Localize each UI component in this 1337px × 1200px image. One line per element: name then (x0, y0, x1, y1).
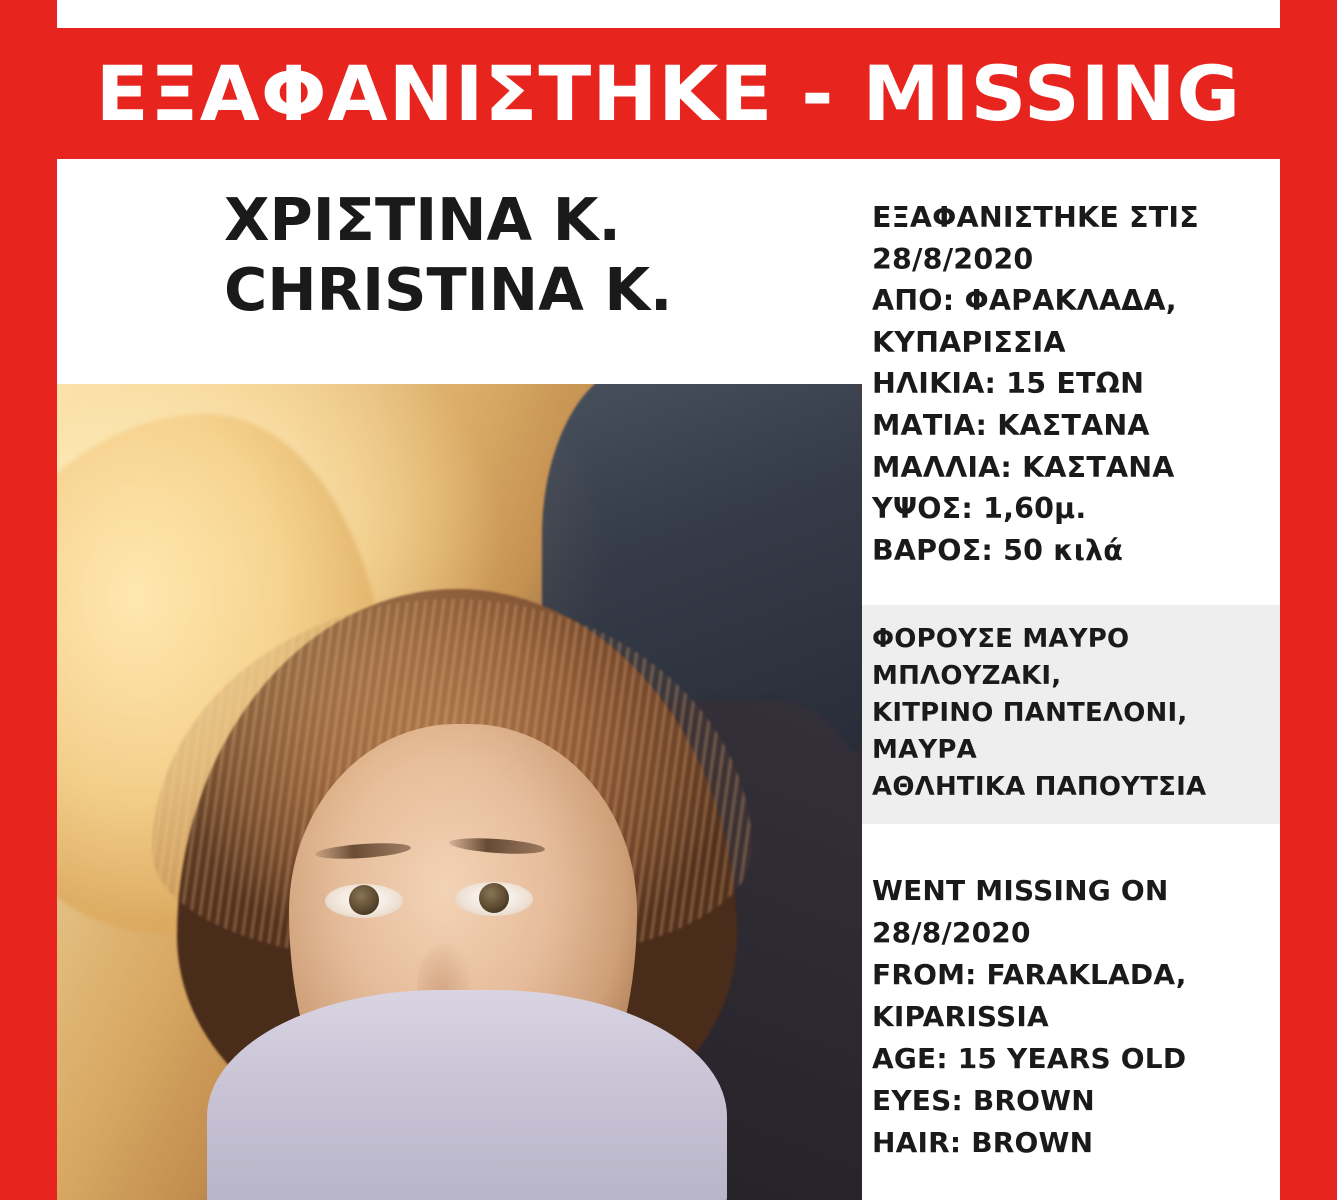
detail-line-greek: ΑΠΟ: ΦΑΡΑΚΛΑΔΑ, (872, 284, 1177, 318)
poster-frame-top (0, 0, 1337, 28)
details-english (862, 870, 1280, 1164)
photo-iris-left (349, 885, 379, 915)
photo-iris-right (479, 883, 509, 913)
clothing-line-greek: ΦΟΡΟΥΣΕ ΜΑΥΡΟ ΜΠΛΟΥΖΑΚΙ, (872, 624, 1130, 692)
banner-headline: ΕΞΑΦΑΝΙΣΤΗΚΕ - MISSING (95, 48, 1242, 138)
subject-name-greek: ΧΡΙΣΤΙΝΑ Κ. (224, 185, 621, 254)
subject-names (57, 159, 862, 384)
poster-right-column (862, 159, 1280, 1200)
photo-shirt (207, 990, 727, 1200)
detail-line-english: AGE: 15 YEARS OLD (872, 1042, 1187, 1076)
detail-line-english: WENT MISSING ON (872, 874, 1169, 908)
photo-eye-left (325, 884, 403, 918)
detail-line-english: KIPARISSIA (872, 1000, 1049, 1034)
details-greek (862, 159, 1280, 571)
poster-banner (57, 28, 1280, 159)
poster-content (57, 159, 1280, 1200)
clothing-description-greek (862, 605, 1280, 824)
subject-photo (57, 384, 862, 1200)
detail-line-english: 28/8/2020 (872, 916, 1031, 950)
clothing-line-greek: ΑΘΛΗΤΙΚΑ ΠΑΠΟΥΤΣΙΑ (872, 772, 1207, 803)
detail-line-greek: ΚΥΠΑΡΙΣΣΙΑ (872, 325, 1066, 359)
poster-frame-right (1280, 0, 1337, 1200)
clothing-line-greek: ΚΙΤΡΙΝΟ ΠΑΝΤΕΛΟΝΙ, ΜΑΥΡΑ (872, 698, 1188, 766)
detail-line-english: EYES: BROWN (872, 1084, 1095, 1118)
detail-line-greek: ΥΨΟΣ: 1,60μ. (872, 492, 1087, 526)
detail-line-greek: ΒΑΡΟΣ: 50 κιλά (872, 533, 1124, 567)
detail-line-greek: ΜΑΤΙΑ: ΚΑΣΤΑΝΑ (872, 409, 1150, 443)
poster-frame-left (0, 0, 57, 1200)
detail-line-greek: ΕΞΑΦΑΝΙΣΤΗΚΕ ΣΤΙΣ (872, 201, 1199, 234)
poster-left-column (57, 159, 862, 1200)
detail-line-greek: ΗΛΙΚΙΑ: 15 ΕΤΩΝ (872, 367, 1145, 401)
detail-line-english: HAIR: BROWN (872, 1126, 1094, 1160)
subject-name-latin: CHRISTINA K. (224, 254, 673, 324)
detail-line-greek: 28/8/2020 (872, 242, 1034, 276)
detail-line-english: FROM: FARAKLADA, (872, 958, 1187, 992)
detail-line-greek: ΜΑΛΛΙΑ: ΚΑΣΤΑΝΑ (872, 450, 1175, 484)
photo-eye-right (455, 882, 533, 916)
